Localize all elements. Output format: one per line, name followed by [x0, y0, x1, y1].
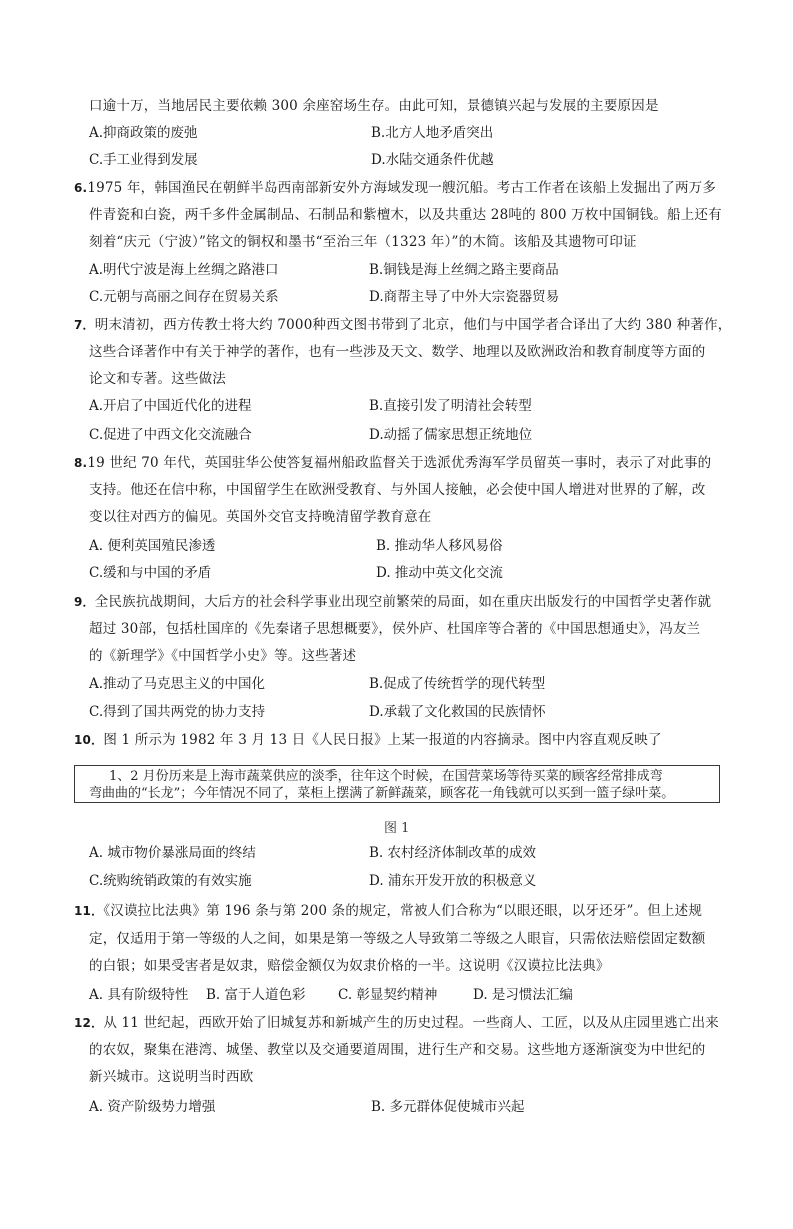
question-7-stem-line: 这些合译著作中有关于神学的著作，也有一些涉及天文、数学、地理以及欧洲政治和教育制度等方面的 [89, 344, 706, 360]
q6-option-a[interactable]: A.明代宁波是海上丝绸之路港口 [89, 262, 279, 278]
question-7-stem: 7．明末清初，西方传教士将大约 7000种西文图书带到了北京，他们与中国学者合译出了大约 380 种著作， [74, 317, 732, 333]
q7-option-b[interactable]: B.直接引发了明清社会转型 [369, 398, 532, 414]
q6-option-c[interactable]: C.元朝与高丽之间存在贸易关系 [89, 289, 279, 305]
question-11-stem: 11．《汉谟拉比法典》第 196 条与第 200 条的规定，常被人们合称为“以眼还眼，以牙还牙”。但上述规 [74, 903, 703, 919]
question-8-stem: 8.19 世纪 70 年代，英国驻华公使答复福州船政监督关于选派优秀海军学员留英一事时，表示了对此事的 [74, 455, 712, 471]
q10-option-b[interactable]: B. 农村经济体制改革的成效 [369, 845, 537, 861]
q7-option-c[interactable]: C.促进了中西文化交流融合 [89, 427, 252, 443]
question-12-number: 12． [74, 1016, 104, 1030]
q5-option-d[interactable]: D.水陆交通条件优越 [371, 152, 494, 168]
question-11-stem-line: 定，仅适用于第一等级的人之间，如果是第一等级之人导致第二等级之人眼盲，只需依法赔偿固定数额 [89, 931, 706, 947]
q5-option-c[interactable]: C.手工业得到发展 [89, 152, 198, 168]
question-9-number: 9． [74, 595, 95, 609]
question-9-stem-line: 超过 30部，包括杜国庠的《先秦诸子思想概要》，侯外庐、杜国庠等合著的《中国思想通史》，冯友兰 [89, 621, 701, 637]
q10-option-d[interactable]: D. 浦东开发开放的积极意义 [369, 873, 537, 889]
q11-option-b[interactable]: B. 富于人道色彩 [206, 987, 306, 1003]
q5-option-b[interactable]: B.北方人地矛盾突出 [371, 125, 494, 141]
q5-option-a[interactable]: A.抑商政策的废弛 [89, 125, 198, 141]
q9-option-a[interactable]: A.推动了马克思主义的中国化 [89, 676, 266, 692]
q9-option-d[interactable]: D.承载了文化救国的民族情怀 [369, 704, 546, 720]
question-8-stem-line: 变以往对西方的偏见。英国外交官支持晚清留学教育意在 [89, 509, 432, 525]
q11-option-c[interactable]: C. 彰显契约精神 [338, 987, 438, 1003]
question-10-stem: 10．图 1 所示为 1982 年 3 月 13 日《人民日报》上某一报道的内容摘录。图中内容直观反映了 [74, 732, 662, 748]
q12-option-b[interactable]: B. 多元群体促使城市兴起 [371, 1099, 525, 1115]
q8-option-a[interactable]: A. 便利英国殖民渗透 [89, 538, 216, 554]
question-12-stem-line: 的农奴，聚集在港湾、城堡、教堂以及交通要道周围，进行生产和交易。这些地方逐渐演变为中世纪的 [89, 1042, 706, 1058]
question-11-number: 11． [74, 904, 104, 918]
question-6-stem-line: 件青瓷和白瓷，两千多件金属制品、石制品和紫檀木，以及共重达 28吨的 800 万枚中国铜钱。船上还有 [89, 207, 722, 223]
question-7-stem-line: 论文和专著。这些做法 [89, 371, 226, 387]
question-9-stem-line: 的《新理学》《中国哲学小史》等。这些著述 [89, 648, 357, 664]
q8-option-c[interactable]: C.缓和与中国的矛盾 [89, 565, 212, 581]
question-8-stem-line: 支持。他还在信中称，中国留学生在欧洲受教育、与外国人接触，必会使中国人增进对世界的了解，改 [89, 482, 706, 498]
question-8-number: 8. [74, 456, 88, 470]
figure-excerpt-line: 1、2 月份历来是上海市蔬菜供应的淡季，往年这个时候，在国营菜场等待买菜的顾客经常排成弯 [109, 769, 663, 784]
question-12-stem: 12．从 11 世纪起，西欧开始了旧城复苏和新城产生的历史过程。一些商人、工匠，以及从庄园里逃亡出来 [74, 1015, 719, 1031]
figure-excerpt-line: 弯曲曲的“长龙”；今年情况不同了，菜柜上摆满了新鲜蔬菜，顾客花一角钱就可以买到一篮子绿叶菜。 [89, 786, 675, 801]
q8-option-d[interactable]: D. 推动中英文化交流 [376, 565, 503, 581]
figure-caption: 图 1 [384, 821, 410, 836]
q12-option-a[interactable]: A. 资产阶级势力增强 [89, 1099, 216, 1115]
question-9-stem: 9．全民族抗战期间，大后方的社会科学事业出现空前繁荣的局面，如在重庆出版发行的中国哲学史著作就 [74, 594, 712, 610]
q7-option-d[interactable]: D.动摇了儒家思想正统地位 [369, 427, 533, 443]
q11-option-a[interactable]: A. 具有阶级特性 [89, 987, 189, 1003]
question-10-number: 10． [74, 733, 104, 747]
question-11-stem-line: 的白银；如果受害者是奴隶，赔偿金额仅为奴隶价格的一半。这说明《汉谟拉比法典》 [89, 958, 610, 974]
q9-option-c[interactable]: C.得到了国共两党的协力支持 [89, 704, 266, 720]
q6-option-b[interactable]: B.铜钱是海上丝绸之路主要商品 [369, 262, 559, 278]
figure-1-newspaper-excerpt [74, 765, 720, 803]
q7-option-a[interactable]: A.开启了中国近代化的进程 [89, 398, 252, 414]
q11-option-d[interactable]: D. 是习惯法汇编 [473, 987, 573, 1003]
question-5-stem-line: 口逾十万，当地居民主要依赖 300 余座窑场生存。由此可知，景德镇兴起与发展的主要原因是 [89, 98, 659, 114]
question-12-stem-line: 新兴城市。这说明当时西欧 [89, 1069, 254, 1085]
q9-option-b[interactable]: B.促成了传统哲学的现代转型 [369, 676, 546, 692]
q8-option-b[interactable]: B. 推动华人移风易俗 [376, 538, 503, 554]
q10-option-c[interactable]: C.统购统销政策的有效实施 [89, 873, 252, 889]
question-6-stem-line: 刻着“庆元（宁波）”铭文的铜权和墨书“至治三年（1323 年）”的木简。该船及其遗物可印证 [89, 234, 637, 250]
question-7-number: 7． [74, 318, 95, 332]
q6-option-d[interactable]: D.商帮主导了中外大宗瓷器贸易 [369, 289, 560, 305]
q10-option-a[interactable]: A. 城市物价暴涨局面的终结 [89, 845, 256, 861]
question-6-number: 6. [74, 181, 88, 195]
question-6-stem: 6.1975 年，韩国渔民在朝鲜半岛西南部新安外方海域发现一艘沉船。考古工作者在该船上发掘出了两万多 [74, 180, 717, 196]
